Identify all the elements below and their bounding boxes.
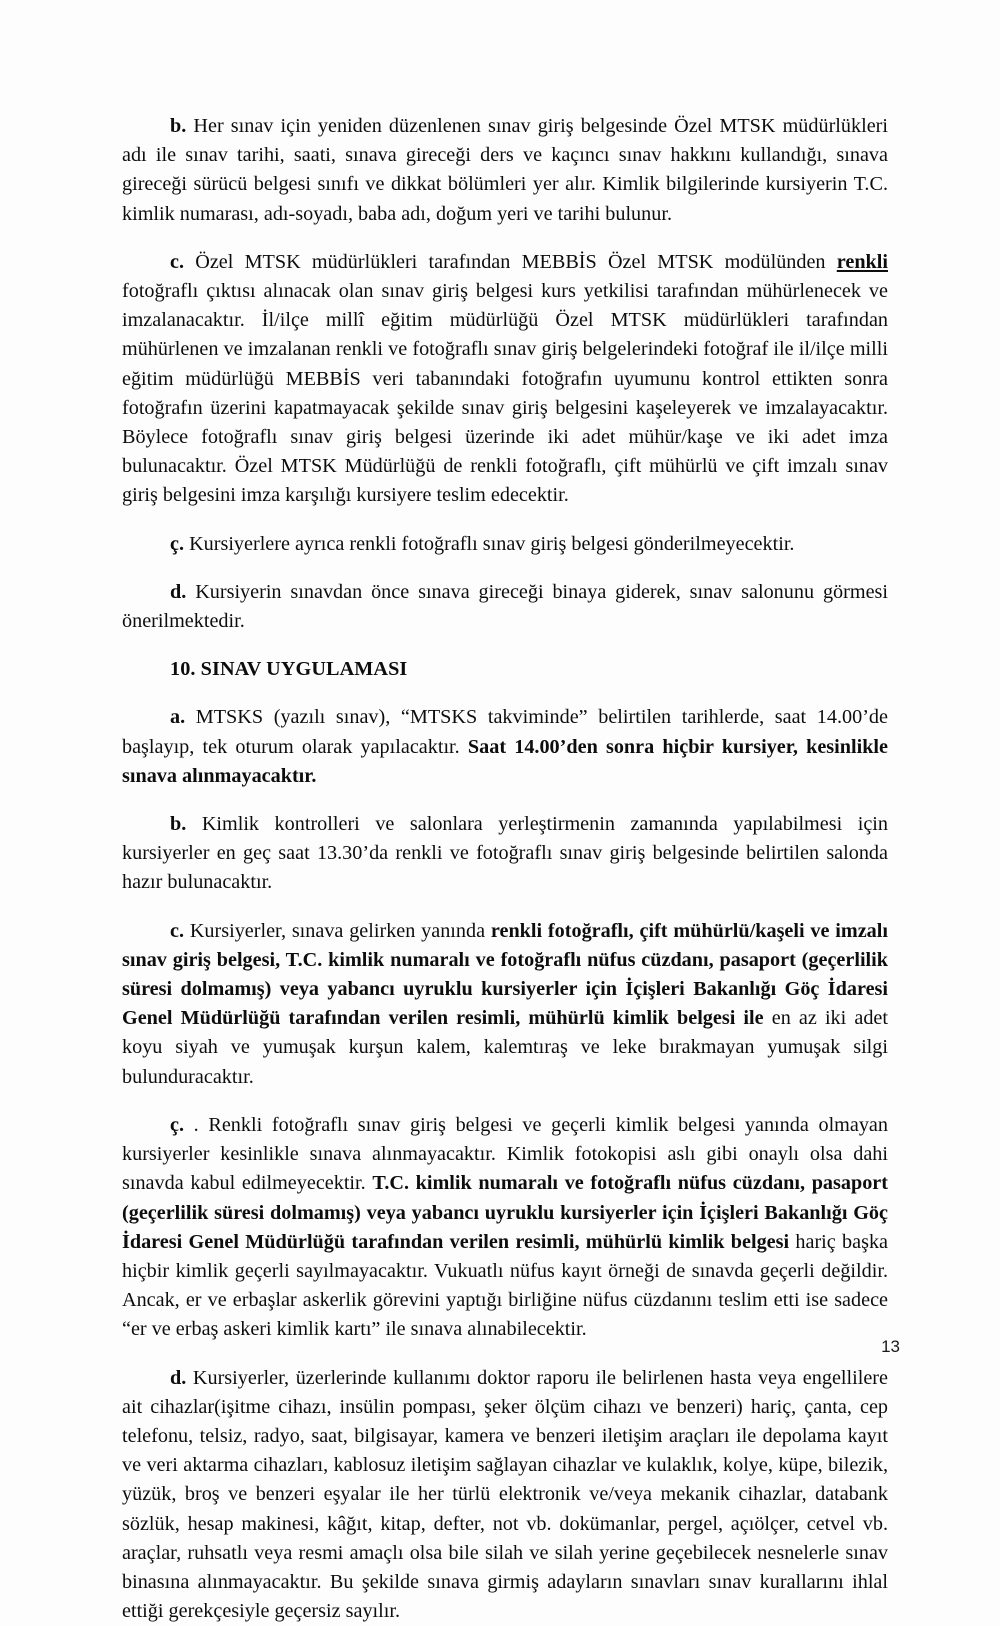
paragraph-marker: d.: [170, 580, 187, 603]
paragraph-c-cedilla-2: [122, 1111, 888, 1345]
paragraph-marker: b.: [170, 813, 187, 836]
paragraph-marker: b.: [170, 115, 187, 137]
paragraph-text: Kursiyerlere ayrıca renkli fotoğraflı sınav giriş belgesi gönderilmeyecektir.: [189, 532, 795, 555]
paragraph-marker: c.: [170, 919, 185, 942]
paragraph-segment-bold-documents: renkli fotoğraflı, çift mühürlü/kaşeli ve imzalı sınav giriş belgesi, T.C. kimlik numaralı ve fotoğraflı nüfus cüzdanı, pasaport (geçerlilik süresi dolmamış) veya yabancı uyruklu kursiyerler için İçişleri Bakanlığı Göç İdaresi Genel Müdürlüğü tarafından verilen resimli, mühürlü kimlik belgesi ile: [122, 919, 888, 1030]
paragraph-text: Kursiyerin sınavdan önce sınava gireceği binaya giderek, sınav salonunu görmesi önerilmektedir.: [122, 580, 888, 633]
paragraph-segment-tail: fotoğraflı çıktısı alınacak olan sınav giriş belgesi kurs yetkilisi tarafından mühürlenecek ve imzalanacaktır. İl/ilçe millî eğitim müdürlüğü Özel MTSK müdürlükleri tarafından mühürlenen ve imzalanan renkli ve fotoğraflı sınav giriş belgelerindeki fotoğraf ile il/ilçe milli eğitim müdürlüğü MEBBİS veri tabanındaki fotoğrafın uyumunu kontrol ettikten sonra fotoğrafın üzerini kapatmayacak şekilde sınav giriş belgesini kaşeleyerek ve imzalayacaktır. Böylece fotoğraflı sınav giriş belgesi üzerinde iki adet mühür/kaşe ve iki adet imza bulunacaktır. Özel MTSK Müdürlüğü de renkli fotoğraflı, çift mühürlü ve çift imzalı sınav giriş belgesini imza karşılığı kursiyere teslim edecektir.: [122, 280, 888, 507]
paragraph-marker: a.: [170, 706, 186, 729]
paragraph-d-2: [122, 1364, 888, 1626]
paragraph-a-2: [122, 703, 888, 791]
paragraph-segment-bold-identity: T.C. kimlik numaralı ve fotoğraflı nüfus cüzdanı, pasaport (geçerlilik süresi dolmamış) veya yabancı uyruklu kursiyerler için İçişleri Bakanlığı Göç İdaresi Genel Müdürlüğü tarafından verilen resimli, mühürlü kimlik belgesi: [122, 1172, 888, 1253]
paragraph-marker: c.: [170, 250, 185, 273]
paragraph-b-1: [122, 112, 888, 229]
paragraph-segment-lead: MTSKS (yazılı sınav), “MTSKS takviminde” belirtilen tarihlerde, saat 14.00’de başlayıp, tek oturum olarak yapılacaktır.: [122, 706, 888, 758]
paragraph-c-1: [122, 248, 888, 511]
paragraph-segment-emphasis-renkli: renkli: [836, 250, 888, 273]
paragraph-segment-lead: . Renkli fotoğraflı sınav giriş belgesi ve geçerli kimlik belgesi yanında olmayan kursiyerler kesinlikle sınava alınmayacaktır. Kimlik fotokopisi aslı gibi onaylı olsa dahi sınavda kabul edilmeyecektir.: [122, 1113, 888, 1195]
paragraph-marker: d.: [170, 1366, 187, 1389]
paragraph-text: Kursiyerler, üzerlerinde kullanımı doktor raporu ile belirlenen hasta veya engellilere ait cihazlar(işitme cihazı, insülin pompası, şeker ölçüm cihazı ve benzeri) hariç, çanta, cep telefonu, telsiz, radyo, saat, bilgisayar, kamera ve benzeri iletişim araçları ile depolama kayıt ve veri aktarma cihazları, kablosuz iletişim sağlayan cihazlar ve kulaklık, kolye, küpe, bilezik, yüzük, broş ve benzeri eşyalar ile her türlü elektronik ve/veya mekanik cihazlar, databank sözlük, hesap makinesi, kâğıt, kitap, defter, not vb. dokümanlar, pergel, açıölçer, cetvel vb. araçlar, ruhsatlı veya resmi amaçlı olsa bile silah ve silah yerine geçebilecek nesnelerle sınav binasına alınmayacaktır. Bu şekilde sınava girmiş adayların sınavları sınav kurallarını ihlal ettiği gerekçesiyle geçersiz sayılır.: [122, 1366, 888, 1623]
paragraph-segment-tail: en az iki adet koyu siyah ve yumuşak kurşun kalem, kalemtıraş ve leke bırakmayan yumuşak silgi bulunduracaktır.: [122, 1007, 888, 1088]
paragraph-d-1: [122, 578, 888, 636]
section-heading-10: 10. SINAV UYGULAMASI: [170, 658, 408, 681]
paragraph-marker: ç.: [170, 1113, 185, 1136]
paragraph-marker: ç.: [170, 532, 185, 555]
paragraph-segment-lead: Özel MTSK müdürlükleri tarafından MEBBİS Özel MTSK modülünden: [184, 250, 837, 273]
paragraph-segment-lead: Kursiyerler, sınava gelirken yanında: [184, 919, 491, 942]
paragraph-text: Her sınav için yeniden düzenlenen sınav giriş belgesinde Özel MTSK müdürlükleri adı ile sınav tarihi, saati, sınava gireceği ders ve kaçıncı sınav hakkını kullandığı, sınava gireceği sürücü belgesi sınıfı ve dikkat bölümleri yer alır. Kimlik bilgilerinde kursiyerin T.C. kimlik numarası, adı-soyadı, baba adı, doğum yeri ve tarihi bulunur.: [122, 115, 888, 225]
paragraph-c-cedilla-1: [122, 530, 888, 559]
paragraph-b-2: [122, 810, 888, 898]
paragraph-text: Kimlik kontrolleri ve salonlara yerleştirmenin zamanında yapılabilmesi için kursiyerler en geç saat 13.30’da renkli ve fotoğraflı sınav giriş belgesinde belirtilen salonda hazır bulunacaktır.: [122, 813, 888, 894]
paragraph-c-2: [122, 917, 888, 1092]
paragraph-segment-bold-warning: Saat 14.00’den sonra hiçbir kursiyer, kesinlikle sınava alınmayacaktır.: [122, 735, 888, 787]
page-number: 13: [881, 1337, 900, 1356]
paragraph-segment-tail: hariç başka hiçbir kimlik geçerli sayılmayacaktır. Vukuatlı nüfus kayıt örneği de sınavda geçerli değildir. Ancak, er ve erbaşlar askerlik görevini yaptığı birliğine nüfus cüzdanını teslim etti ise sadece “er ve erbaş askeri kimlik kartı” ile sınava alınabilecektir.: [122, 1230, 888, 1341]
document-body: [122, 112, 888, 1626]
